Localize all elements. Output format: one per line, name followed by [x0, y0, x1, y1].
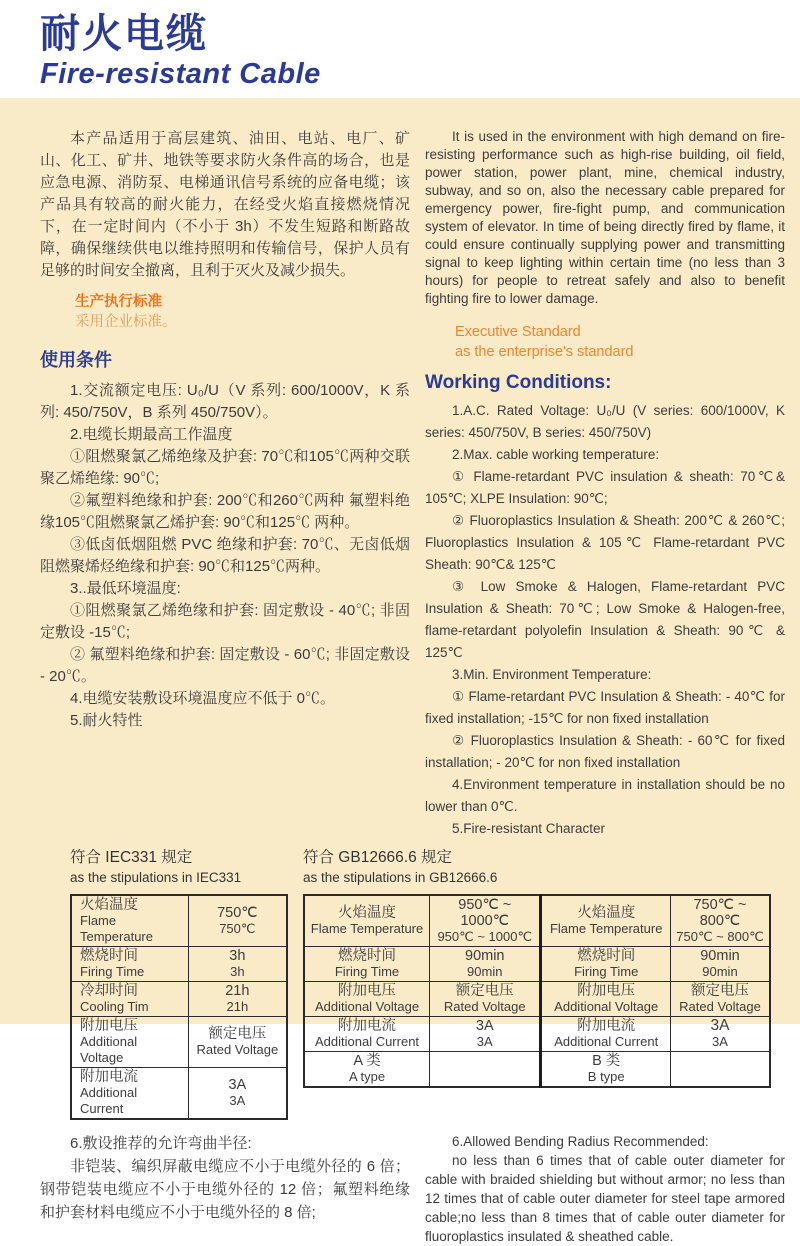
- list-item-en: 2.Max. cable working temperature:: [452, 447, 660, 462]
- row-value-2: 3A: [229, 1093, 246, 1108]
- row-label-en: Additional Voltage: [80, 1034, 138, 1065]
- row-value-2: 950℃ ~ 1000℃: [437, 929, 533, 944]
- intro-column-cn: [40, 128, 410, 840]
- row-label-cn: 燃烧时间: [80, 948, 138, 964]
- list-item-cn: 2.电缆长期最高工作温度: [70, 426, 233, 443]
- row-label-en: Additional Voltage: [554, 999, 659, 1014]
- working-conditions-heading-en: Working Conditions:: [425, 372, 612, 393]
- iec331-caption-en: as the stipulations in IEC331: [70, 870, 242, 885]
- row-value-2: Rated Voltage: [443, 999, 526, 1014]
- row-label-en: A type: [348, 1069, 386, 1084]
- row-value-2: Rated Voltage: [679, 999, 761, 1014]
- standard-title-en: Executive Standard: [455, 324, 581, 340]
- standard-subtitle-cn: 采用企业标准。: [75, 314, 177, 330]
- list-item-en: ① Flame-retardant PVC insulation & sheath: 70℃& 105℃; XLPE Insulation: 90℃;: [425, 469, 785, 506]
- list-item-cn: 5.耐火特性: [70, 712, 143, 729]
- gb12666-caption-en: as the stipulations in GB12666.6: [303, 870, 498, 885]
- row-value-2: 750℃ ~ 800℃: [676, 929, 764, 944]
- row-label-cn: 附加电压: [577, 983, 636, 999]
- page-title-cn: 耐火电缆: [40, 12, 208, 56]
- content-sheet: [0, 98, 800, 1244]
- row-value-2: 750℃: [219, 921, 256, 936]
- list-item-en: 3.Min. Environment Temperature:: [452, 667, 652, 682]
- standard-block-en: [455, 322, 785, 362]
- working-conditions-list-cn: [40, 380, 410, 732]
- row-value-2: Rated Voltage: [196, 1042, 279, 1057]
- list-item-cn: ③低卤低烟阻燃 PVC 绝缘和护套: 70℃、无卤低烟阻燃聚烯烃绝缘和护套: 90℃和125℃两种。: [40, 536, 410, 575]
- row-label-en: Additional Current: [314, 1034, 420, 1049]
- standard-block-cn: [75, 293, 410, 332]
- list-item-cn: ①阻燃聚氯乙烯绝缘及护套: 70℃和105℃两种交联聚乙烯绝缘: 90℃;: [40, 448, 410, 487]
- list-item-en: 5.Fire-resistant Character: [452, 821, 606, 836]
- row-label-en: Firing Time: [80, 964, 145, 979]
- iec331-table: [70, 894, 288, 1120]
- row-value-1: 750℃: [217, 905, 258, 921]
- table-row: [304, 1017, 770, 1052]
- row-label-cn: 火焰温度: [338, 905, 397, 921]
- row-label-en: Flame Temperature: [80, 913, 153, 944]
- list-item-en: 4.Environment temperature in installation should be no lower than 0℃.: [425, 777, 785, 814]
- intro-paragraph-cn: 本产品适用于高层建筑、油田、电站、电厂、矿山、化工、矿井、地铁等要求防火条件高的场合，也是应急电源、消防泵、电梯通讯信号系统的应备电缆；该产品具有较高的耐火能力，在经受火焰直接燃烧情况下，在一定时间内（不小于 3h）不发生短路和断路故障，确保继续供电以维持照明和传输信号，保护人员有足够的时间安全撤离，且利于灭火及减少损失。: [40, 130, 410, 279]
- row-label-cn: 附加电流: [577, 1018, 636, 1034]
- table-row: [304, 895, 770, 947]
- list-item-cn: 4.电缆安装敷设环境温度应不低于 0℃。: [70, 690, 336, 707]
- table-row: [71, 982, 287, 1017]
- row-value-1: 3A: [475, 1018, 494, 1034]
- row-label-cn: A 类: [353, 1053, 381, 1069]
- row-value-2: 3A: [476, 1034, 493, 1049]
- row-value-1: 3A: [710, 1017, 730, 1034]
- bending-radius-title-cn: 6.敷设推荐的允许弯曲半径:: [70, 1135, 252, 1152]
- row-value-1: 3A: [228, 1077, 247, 1093]
- page-header: [0, 0, 800, 98]
- row-label-cn: 冷却时间: [80, 983, 138, 999]
- row-value-2: 3A: [712, 1034, 728, 1049]
- row-value-2: 3h: [230, 964, 245, 979]
- row-value-1: 750℃ ~ 800℃: [693, 897, 747, 929]
- bending-radius-section: [40, 1132, 785, 1246]
- table-row: [304, 1052, 770, 1088]
- intro-columns: [40, 128, 785, 840]
- row-value-2: 90min: [467, 964, 503, 979]
- list-item-cn: ②氟塑料绝缘和护套: 200℃和260℃两种 氟塑料绝缘105℃阻燃聚氯乙烯护套: 90℃和125℃ 两种。: [40, 492, 410, 531]
- row-label-cn: 附加电流: [80, 1069, 138, 1085]
- gb12666-table: [303, 894, 771, 1088]
- standard-title-cn: 生产执行标准: [75, 294, 162, 310]
- row-label-en: Additional Current: [80, 1085, 138, 1116]
- iec331-caption-cn: 符合 IEC331 规定: [70, 849, 193, 866]
- table-row: [71, 1017, 287, 1068]
- iec331-block: [70, 848, 288, 1120]
- intro-paragraph-en: It is used in the environment with high demand on fire-resisting performance such as high-rise building, oil field, power station, power plant, mine, chemical industry, subway, and so on, also the necessary cable prepared for emergency power, fire-fight pump, and communication system of elevator. In time of being directly fired by flame, it could ensure continually supplying power and transmitting signal to keep lighting within certain time (no less than 3 hours) for people to retreat safely and also to benefit fighting fire to lower damage.: [425, 129, 785, 306]
- bending-radius-en: [425, 1132, 785, 1246]
- working-conditions-list-en: [425, 400, 785, 840]
- bending-radius-title-en: 6.Allowed Bending Radius Recommended:: [452, 1134, 709, 1149]
- row-value-1: 额定电压: [455, 983, 514, 999]
- bending-radius-body-en: no less than 6 times that of cable outer diameter for cable with braided shielding but without armor; no less than 12 times that of cable outer diameter for steel tape armored cable;no less than 8 times that of cable outer diameter for fluoroplastics insulated & sheathed cable.: [425, 1153, 785, 1244]
- row-label-en: Cooling Tim: [80, 999, 149, 1014]
- row-label-cn: 附加电压: [338, 983, 397, 999]
- table-row: [71, 947, 287, 982]
- table-row: [71, 895, 287, 947]
- row-value-2: 21h: [226, 999, 249, 1014]
- row-label-cn: 附加电流: [338, 1018, 397, 1034]
- working-conditions-heading-cn: 使用条件: [40, 350, 112, 370]
- row-label-cn: B 类: [592, 1053, 621, 1069]
- row-label-cn: 燃烧时间: [338, 948, 397, 964]
- row-value-1: 90min: [465, 948, 505, 964]
- row-value-1: 90min: [700, 948, 740, 964]
- row-label-cn: 附加电压: [80, 1018, 138, 1034]
- row-value-1: 950℃ ~ 1000℃: [458, 897, 512, 929]
- list-item-en: ③ Low Smoke & Halogen, Flame-retardant PVC Insulation & Sheath: 70℃; Low Smoke & Halogen-free, flame-retardant polyolefin Insulation & Sheath: 90℃ & 125℃: [425, 579, 785, 660]
- row-label-en: Additional Current: [554, 1034, 659, 1049]
- row-label-en: B type: [587, 1069, 625, 1084]
- row-label-en: Firing Time: [334, 964, 400, 979]
- list-item-en: ② Fluoroplastics Insulation & Sheath: - 60℃ for fixed installation; - 20℃ for non fixed installation: [425, 733, 785, 770]
- table-row: [304, 947, 770, 982]
- table-row: [71, 1068, 287, 1120]
- row-label-en: Firing Time: [574, 964, 639, 979]
- row-label-cn: 火焰温度: [80, 897, 138, 913]
- row-label-en: Additional Voltage: [314, 999, 420, 1014]
- row-value-1: 额定电压: [690, 983, 749, 999]
- row-value-1: 额定电压: [208, 1026, 267, 1042]
- row-value-1: 3h: [229, 948, 246, 964]
- gb12666-caption-cn: 符合 GB12666.6 规定: [303, 849, 453, 866]
- row-label-cn: 火焰温度: [577, 905, 636, 921]
- list-item-cn: 1.交流额定电压: U₀/U（V 系列: 600/1000V，K 系列: 450/750V，B 系列 450/750V）。: [40, 382, 410, 421]
- list-item-en: ① Flame-retardant PVC Insulation & Sheath: - 40℃ for fixed installation; -15℃ for non fixed installation: [425, 689, 785, 726]
- list-item-en: ② Fluoroplastics Insulation & Sheath: 200℃ & 260℃; Fluoroplastics Insulation & 105℃ Flame-retardant PVC Sheath: 90℃& 125℃: [425, 513, 785, 572]
- row-label-cn: 燃烧时间: [577, 948, 636, 964]
- row-label-en: Flame Temperature: [310, 921, 424, 936]
- list-item-cn: ② 氟塑料绝缘和护套: 固定敷设 - 60℃; 非固定敷设 - 20℃。: [40, 646, 410, 685]
- bending-radius-body-cn: 非铠装、编织屏蔽电缆应不小于电缆外径的 6 倍；钢带铠装电缆应不小于电缆外径的 12 倍；氟塑料绝缘和护套材料电缆应不小于电缆外径的 8 倍;: [40, 1158, 410, 1221]
- page-title-en: Fire-resistant Cable: [40, 58, 321, 90]
- list-item-cn: ①阻燃聚氯乙烯绝缘和护套: 固定敷设 - 40℃; 非固定敷设 -15℃;: [40, 602, 410, 641]
- row-value-2: 90min: [702, 964, 738, 979]
- list-item-cn: 3..最低环境温度:: [70, 580, 181, 597]
- row-label-en: Flame Temperature: [549, 921, 663, 936]
- spec-tables: [70, 848, 785, 1120]
- list-item-en: 1.A.C. Rated Voltage: U₀/U (V series: 600/1000V, K series: 450/750V, B series: 450/750V): [425, 403, 785, 440]
- standard-subtitle-en: as the enterprise's standard: [455, 344, 634, 360]
- intro-column-en: [425, 128, 785, 840]
- gb12666-block: [303, 848, 771, 1120]
- table-row: [304, 982, 770, 1017]
- row-value-1: 21h: [225, 983, 250, 999]
- bending-radius-cn: [40, 1132, 410, 1246]
